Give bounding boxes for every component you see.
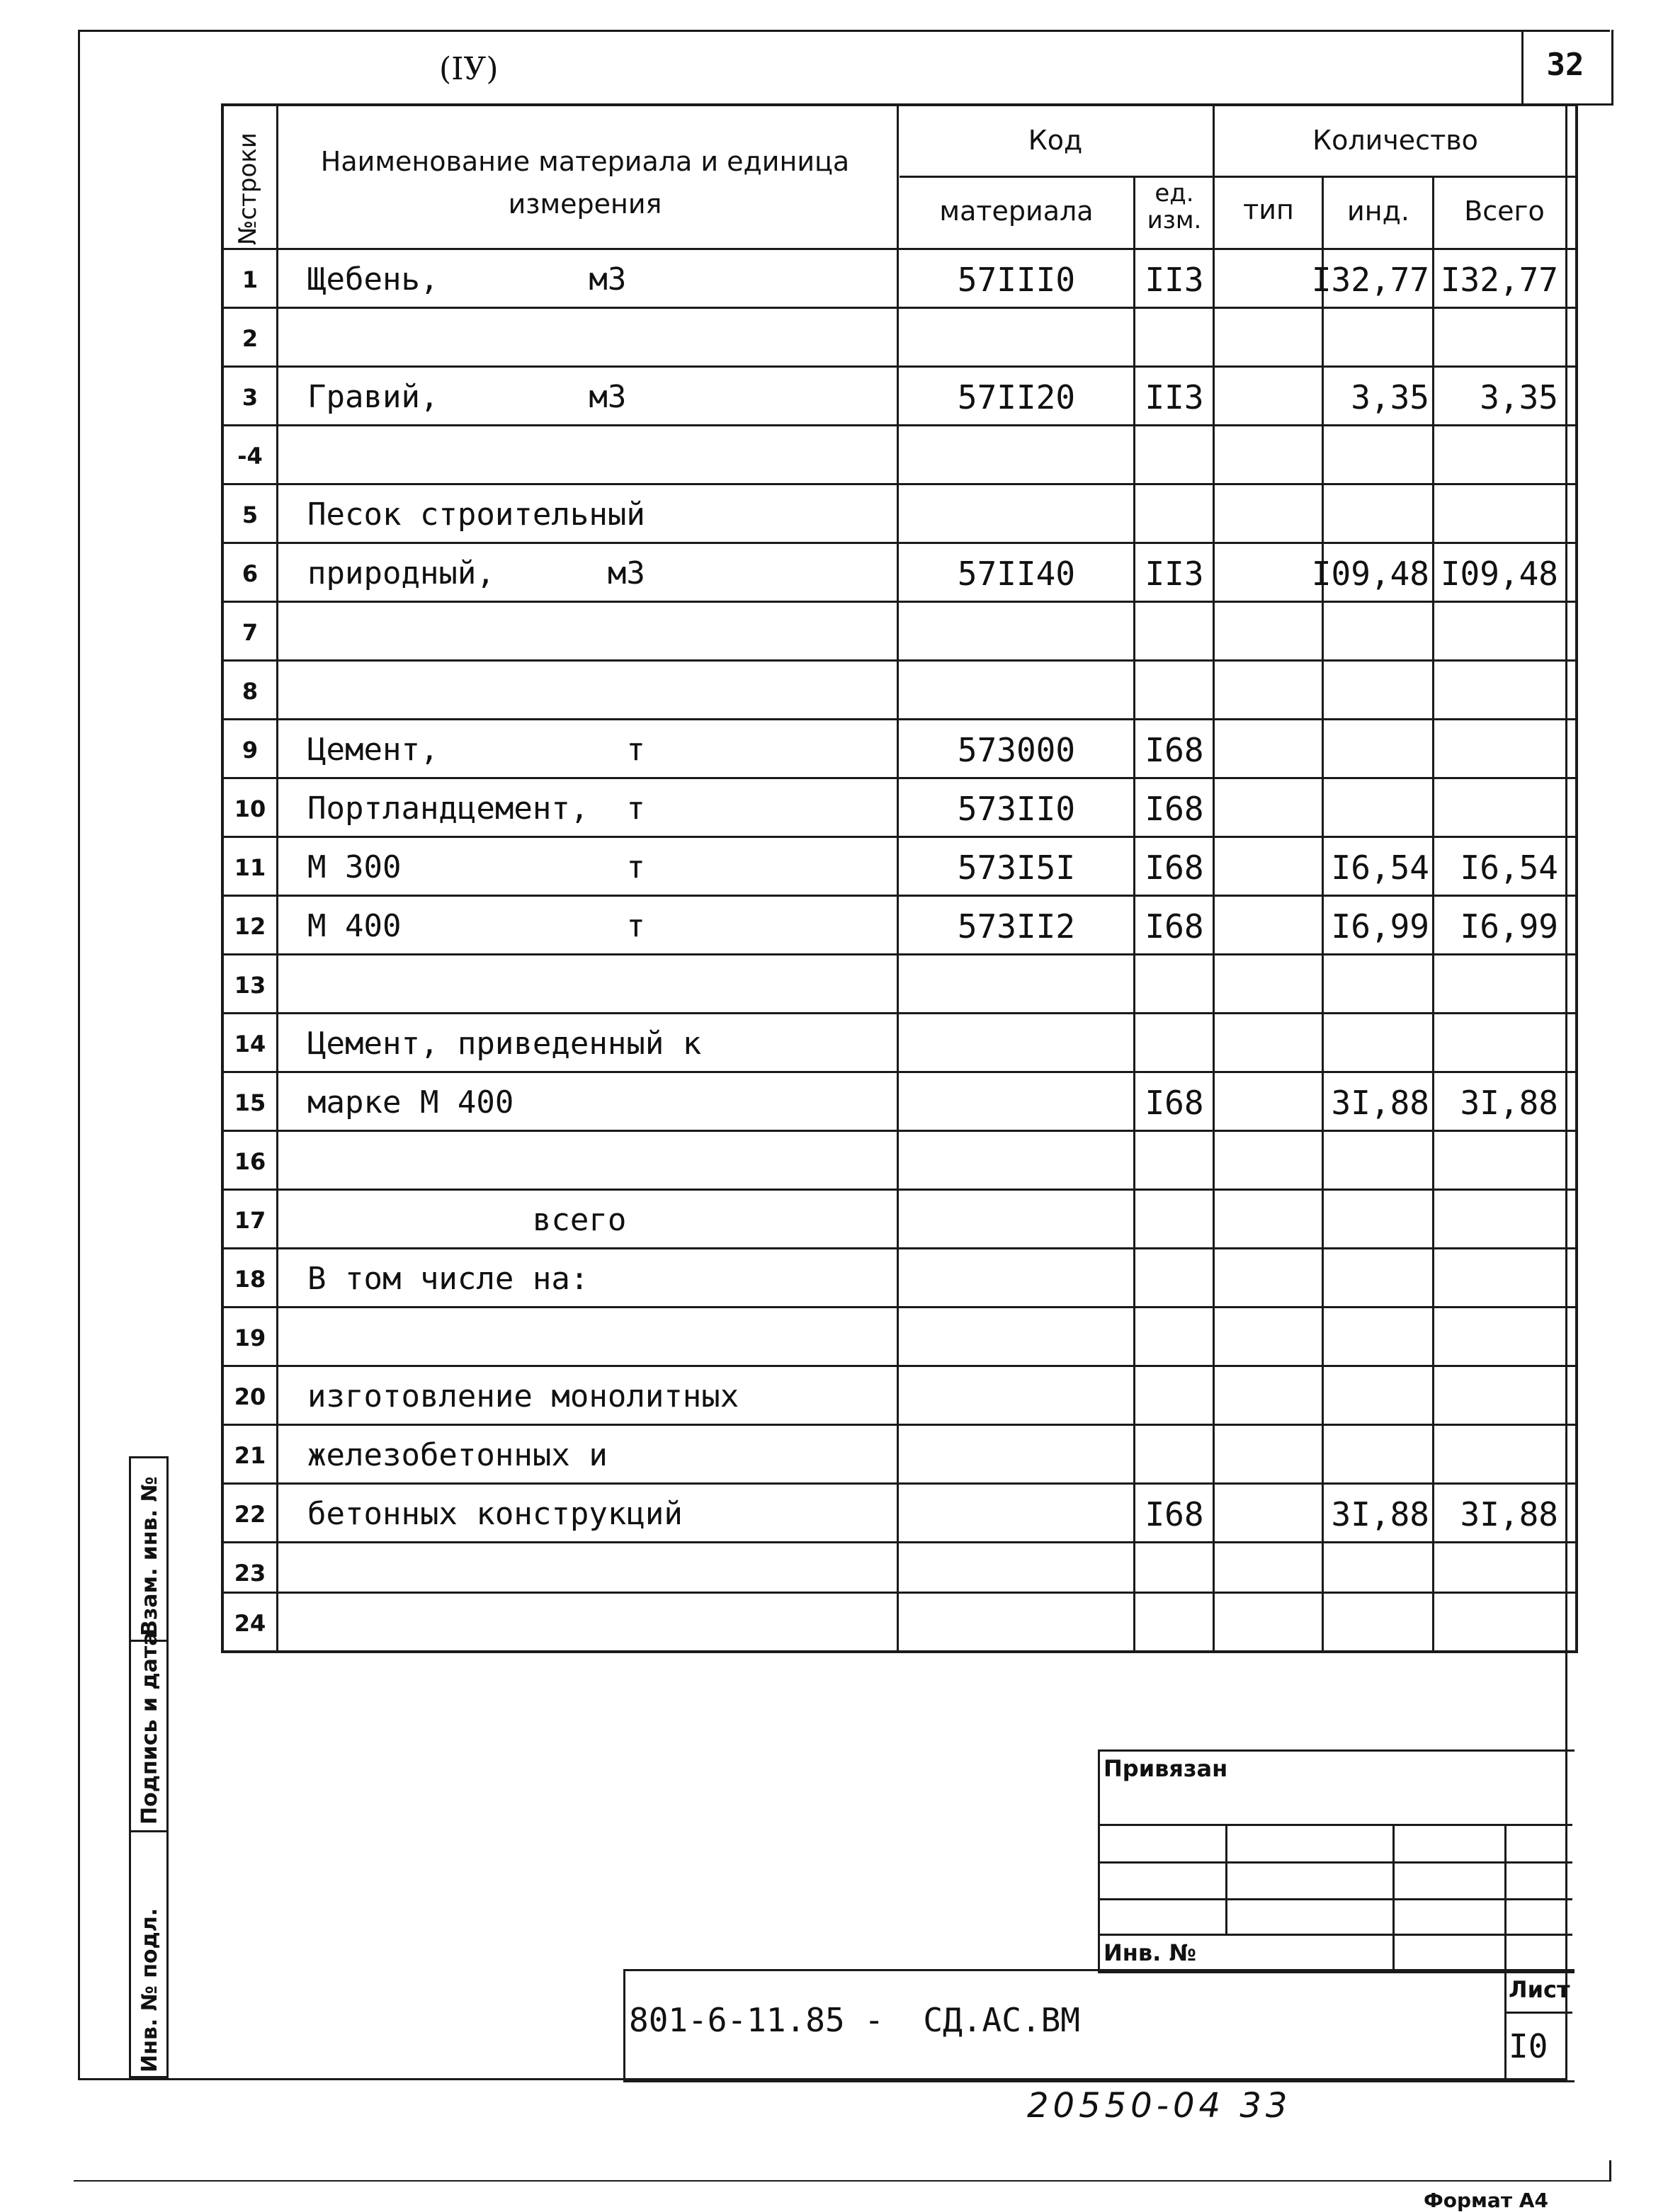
table-row (224, 1189, 1575, 1249)
qty-total: I6,99 (1460, 907, 1558, 946)
unit-code (1136, 662, 1213, 720)
table-row (224, 483, 1575, 544)
material-name: бетонных конструкций (307, 1496, 683, 1532)
binding-divider (1098, 1861, 1572, 1864)
qty-total (1435, 779, 1574, 838)
inv-no-label: Инв. № (1104, 1939, 1196, 1966)
row-number: 10 (234, 795, 266, 822)
binding-divider (1098, 1898, 1572, 1900)
qty-ind (1324, 1426, 1432, 1485)
qty-type (1215, 838, 1322, 897)
material-code (900, 1191, 1133, 1249)
qty-total (1435, 1132, 1574, 1191)
material-name: природный, м3 (307, 555, 645, 591)
material-code: 57II40 (957, 554, 1076, 593)
material-name: Портландцемент, т (307, 790, 645, 827)
material-name: Цемент, т (307, 732, 645, 768)
qty-type (1215, 1073, 1322, 1132)
table-row (224, 659, 1575, 720)
stamp-vzam-inv-label: Взам. инв. № (137, 1476, 162, 1636)
material-code (900, 1014, 1133, 1073)
material-name: всего (307, 1202, 627, 1238)
header-code-unit: ед. изм. (1147, 179, 1202, 234)
handwritten-note: 20550-04 33 (1027, 2086, 1292, 2126)
unit-code (1136, 1191, 1213, 1249)
qty-type (1215, 897, 1322, 955)
qty-total (1435, 1191, 1574, 1249)
unit-code: I68 (1145, 789, 1204, 828)
qty-ind: 3I,88 (1331, 1494, 1429, 1533)
qty-total (1435, 1594, 1574, 1652)
material-name (279, 426, 898, 485)
material-code: 573II0 (957, 789, 1076, 828)
qty-type (1215, 544, 1322, 603)
header-name: Наименование материала и единица измерения (320, 146, 850, 220)
qty-ind (1324, 720, 1432, 779)
unit-code: I68 (1145, 730, 1204, 769)
table-row (224, 953, 1575, 1014)
row-number: 21 (234, 1441, 266, 1469)
material-code (900, 485, 1133, 544)
row-number: 20 (234, 1383, 266, 1410)
unit-code (1136, 485, 1213, 544)
row-number: 11 (234, 853, 266, 881)
unit-code (1136, 426, 1213, 485)
material-name (279, 1308, 898, 1367)
unit-code (1136, 1132, 1213, 1191)
qty-ind (1324, 1594, 1432, 1652)
binding-divider (1098, 1824, 1572, 1826)
header-qty-total: Всего (1464, 195, 1545, 227)
table-row (224, 248, 1575, 309)
row-number: 14 (234, 1030, 266, 1057)
qty-total (1435, 1367, 1574, 1426)
qty-ind (1324, 603, 1432, 662)
unit-code (1136, 1426, 1213, 1485)
material-name (279, 1594, 898, 1652)
row-number: 1 (242, 266, 259, 293)
row-number: 6 (242, 560, 259, 587)
qty-type (1215, 1485, 1322, 1543)
row-number: 17 (234, 1206, 266, 1234)
unit-code (1136, 1249, 1213, 1308)
header-code-group: Код (1028, 125, 1083, 156)
material-code (900, 603, 1133, 662)
binding-col-divider (1392, 1824, 1395, 1969)
row-number: 2 (242, 324, 259, 352)
stamp-podpis-label: Подпись и дата (137, 1631, 162, 1825)
sheet-list-number: I0 (1509, 2027, 1548, 2065)
unit-code (1136, 1594, 1213, 1652)
sheet-list-label: Лист (1509, 1976, 1570, 2003)
material-code (900, 662, 1133, 720)
margin-stamp (129, 1456, 221, 2078)
material-name (279, 603, 898, 662)
material-code: 573I5I (957, 848, 1076, 887)
table-row (224, 365, 1575, 426)
table-row (224, 424, 1575, 485)
table-row (224, 1306, 1575, 1367)
qty-ind: 3I,88 (1331, 1083, 1429, 1122)
header-qty-type: тип (1243, 194, 1294, 225)
row-number: 15 (234, 1089, 266, 1116)
material-name: В том числе на: (307, 1261, 589, 1297)
document-code: 801-6-11.85 - СД.АС.ВМ (629, 2001, 1080, 2039)
material-code (900, 955, 1133, 1014)
table-row (224, 1071, 1575, 1132)
qty-type (1215, 955, 1322, 1014)
qty-ind: 3,35 (1351, 378, 1429, 416)
row-number: -4 (237, 442, 263, 470)
table-row (224, 836, 1575, 897)
row-number: 8 (242, 677, 259, 705)
row-number: 12 (234, 912, 266, 940)
format-label: Формат А4 (1424, 2189, 1548, 2212)
qty-type (1215, 485, 1322, 544)
binding-col-divider (1225, 1824, 1227, 1936)
bottom-frame-line (78, 2078, 1567, 2080)
unit-code: I68 (1145, 848, 1204, 887)
unit-code: I68 (1145, 907, 1204, 946)
qty-type (1215, 1367, 1322, 1426)
qty-type (1215, 1594, 1322, 1652)
unit-code: II3 (1145, 260, 1204, 299)
table-row (224, 895, 1575, 955)
qty-ind (1324, 1367, 1432, 1426)
qty-total (1435, 426, 1574, 485)
unit-code (1136, 309, 1213, 368)
sheet-list-divider (1504, 2012, 1572, 2014)
qty-total (1435, 662, 1574, 720)
header-code-material: материала (939, 195, 1094, 227)
qty-total: 3,35 (1480, 378, 1558, 416)
material-name: Песок строительный (307, 497, 645, 533)
qty-type (1215, 426, 1322, 485)
unit-code: II3 (1145, 378, 1204, 416)
table-row (224, 1247, 1575, 1308)
qty-ind: I32,77 (1311, 260, 1429, 299)
qty-total: I32,77 (1440, 260, 1558, 299)
row-number: 9 (242, 736, 259, 764)
qty-ind (1324, 662, 1432, 720)
row-number: 22 (234, 1500, 266, 1528)
row-number: 16 (234, 1147, 266, 1175)
material-name: Щебень, м3 (307, 261, 627, 297)
section-mark: (IУ) (439, 51, 499, 87)
header-qty-group: Количество (1312, 125, 1478, 156)
material-name: Гравий, м3 (307, 379, 627, 415)
unit-code (1136, 1014, 1213, 1073)
table-row (224, 1130, 1575, 1191)
qty-ind (1324, 309, 1432, 368)
material-name (279, 309, 898, 368)
qty-ind: I6,99 (1331, 907, 1429, 946)
qty-ind (1324, 1308, 1432, 1367)
qty-ind (1324, 1249, 1432, 1308)
qty-total (1435, 955, 1574, 1014)
qty-type (1215, 720, 1322, 779)
qty-ind: I6,54 (1331, 848, 1429, 887)
table-row (224, 718, 1575, 779)
qty-total (1435, 720, 1574, 779)
header-row-no: №строки (234, 132, 262, 245)
material-code: 573II2 (957, 907, 1076, 946)
qty-type (1215, 368, 1322, 426)
material-name: изготовление монолитных (307, 1378, 739, 1414)
material-name: М 300 т (307, 849, 645, 885)
table-row (224, 1424, 1575, 1485)
qty-type (1215, 309, 1322, 368)
qty-ind (1324, 779, 1432, 838)
material-code (900, 1594, 1133, 1652)
materials-table (221, 103, 1578, 1653)
qty-total: I6,54 (1460, 848, 1558, 887)
page-corner-tick (1609, 2160, 1611, 2182)
qty-total: 3I,88 (1460, 1083, 1558, 1122)
stamp-inv-podl-label: Инв. № подл. (137, 1907, 162, 2072)
sheet-number: 32 (1546, 47, 1584, 83)
row-number: 3 (242, 383, 259, 411)
row-number: 7 (242, 618, 259, 646)
material-code: 57III0 (957, 260, 1076, 299)
qty-total (1435, 485, 1574, 544)
qty-total (1435, 1249, 1574, 1308)
material-code (900, 1308, 1133, 1367)
qty-total: 3I,88 (1460, 1494, 1558, 1533)
material-code (900, 309, 1133, 368)
material-code (900, 1367, 1133, 1426)
qty-ind (1324, 955, 1432, 1014)
qty-ind: I09,48 (1311, 554, 1429, 593)
header-qty-ind: инд. (1347, 195, 1409, 227)
qty-total (1435, 309, 1574, 368)
binding-divider (1098, 1934, 1572, 1936)
row-number: 5 (242, 501, 259, 528)
table-row (224, 542, 1575, 603)
table-row (224, 307, 1575, 368)
table-row (224, 1482, 1575, 1543)
row-number: 13 (234, 971, 266, 999)
qty-ind (1324, 426, 1432, 485)
table-row (224, 777, 1575, 838)
qty-type (1215, 1308, 1322, 1367)
material-code: 573000 (957, 730, 1076, 769)
material-name (279, 662, 898, 720)
row-number: 18 (234, 1265, 266, 1293)
qty-type (1215, 1191, 1322, 1249)
header-subdivider (900, 176, 1575, 178)
material-code (900, 1073, 1133, 1132)
unit-code (1136, 955, 1213, 1014)
qty-type (1215, 1132, 1322, 1191)
material-code (900, 1485, 1133, 1543)
qty-type (1215, 1249, 1322, 1308)
qty-total (1435, 1308, 1574, 1367)
unit-code (1136, 603, 1213, 662)
row-number: 19 (234, 1324, 266, 1351)
unit-code: I68 (1145, 1083, 1204, 1122)
qty-total: I09,48 (1440, 554, 1558, 593)
material-code (900, 1426, 1133, 1485)
unit-code (1136, 1367, 1213, 1426)
row-number: 23 (234, 1559, 266, 1587)
qty-total (1435, 1426, 1574, 1485)
qty-ind (1324, 1014, 1432, 1073)
material-name: Цемент, приведенный к (307, 1026, 702, 1062)
page-bottom-line (74, 2180, 1611, 2182)
unit-code: II3 (1145, 554, 1204, 593)
material-name: железобетонных и (307, 1437, 608, 1473)
material-code (900, 1132, 1133, 1191)
table-row (224, 1365, 1575, 1426)
qty-total (1435, 1014, 1574, 1073)
binding-label: Привязан (1104, 1755, 1228, 1782)
material-code (900, 426, 1133, 485)
table-row (224, 1012, 1575, 1073)
qty-type (1215, 1014, 1322, 1073)
material-name (279, 955, 898, 1014)
unit-code: I68 (1145, 1494, 1204, 1533)
material-name: М 400 т (307, 908, 645, 944)
qty-type (1215, 250, 1322, 309)
qty-ind (1324, 1132, 1432, 1191)
qty-total (1435, 603, 1574, 662)
row-number: 24 (234, 1609, 266, 1637)
qty-type (1215, 1426, 1322, 1485)
qty-type (1215, 662, 1322, 720)
material-code: 57II20 (957, 378, 1076, 416)
table-row (224, 601, 1575, 662)
binding-col-divider (1504, 1824, 1507, 1969)
qty-type (1215, 603, 1322, 662)
material-name: марке М 400 (307, 1084, 514, 1121)
material-name (279, 1132, 898, 1191)
material-code (900, 1249, 1133, 1308)
qty-type (1215, 779, 1322, 838)
table-row (224, 1592, 1575, 1652)
qty-ind (1324, 485, 1432, 544)
unit-code (1136, 1308, 1213, 1367)
qty-ind (1324, 1191, 1432, 1249)
